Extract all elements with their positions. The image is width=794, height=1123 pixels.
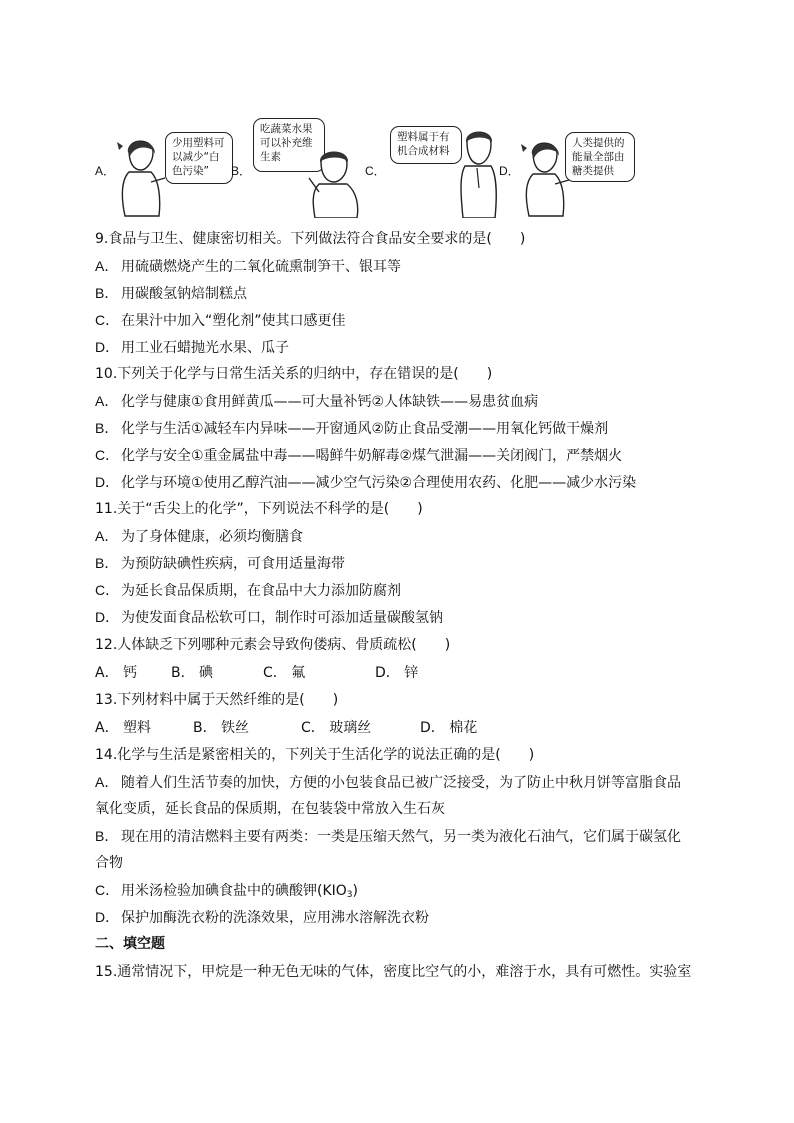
question-9-option-c: C． 在果汁中加入“塑化剂”使其口感更佳	[95, 312, 346, 329]
figure-option-c-letter: C．	[365, 164, 386, 178]
section-title-fill-in: 二、填空题	[95, 936, 165, 952]
question-14-option-b-continued: 合物	[95, 855, 123, 871]
question-10-option-c: C． 化学与安全①重金属盐中毒——喝鲜牛奶解毒②煤气泄漏——关闭阀门，严禁烟火	[95, 447, 623, 464]
question-13-option-d: D． 棉花	[420, 720, 478, 736]
man-figure-icon	[455, 128, 503, 218]
question-9-option-d: D． 用工业石蜡抛光水果、瓜子	[95, 339, 289, 356]
question-11-option-b: B． 为预防缺碘性疾病，可食用适量海带	[95, 555, 345, 572]
question-11-option-c: C． 为延长食品保质期，在食品中大力添加防腐剂	[95, 582, 401, 599]
question-14-stem: 14.化学与生活是紧密相关的，下列关于生活化学的说法正确的是( )	[95, 747, 535, 763]
speech-bubble-c: 塑料属于有 机合成材料	[390, 126, 462, 164]
question-12-option-c: C． 氟	[263, 665, 306, 681]
question-13-stem: 13.下列材料中属于天然纤维的是( )	[95, 692, 339, 708]
question-9-option-a: A． 用硫磺燃烧产生的二氧化硫熏制笋干、银耳等	[95, 258, 401, 275]
question-12-option-a: A． 钙	[95, 665, 138, 681]
boy-figure-icon	[307, 148, 363, 218]
question-12-option-b: B． 碘	[171, 665, 214, 681]
question-10-option-d: D． 化学与环境①使用乙醇汽油——减少空气污染②合理使用农药、化肥——减少水污染	[95, 474, 637, 491]
speech-bubble-b: 吃蔬菜水果 可以补充维 生素	[253, 118, 325, 172]
question-9-option-b: B． 用碳酸氢钠焙制糕点	[95, 285, 247, 302]
question-9-stem: 9.食品与卫生、健康密切相关。下列做法符合食品安全要求的是( )	[95, 231, 526, 247]
question-10-option-b: B． 化学与生活①减轻车内异味——开窗通风②防止食品受潮——用氧化钙做干燥剂	[95, 420, 609, 437]
figure-option-b-letter: B．	[231, 164, 252, 178]
question-14-option-a: A． 随着人们生活节奏的加快，方便的小包装食品已被广泛接受，为了防止中秋月饼等富脂食品	[95, 774, 681, 791]
question-14-option-c: C． 用米汤检验加碘食盐中的碘酸钾$(KIO_3)$	[95, 882, 358, 900]
question-11-option-d: D． 为使发面食品松软可口，制作时可添加适量碳酸氢钠	[95, 609, 443, 626]
girl-figure-icon	[519, 138, 571, 218]
speech-bubble-a: 少用塑料可 以减少“白 色污染”	[165, 132, 233, 184]
question-14-option-a-continued: 氧化变质，延长食品的保质期，在包装袋中常放入生石灰	[95, 801, 445, 817]
girl-figure-icon	[115, 136, 167, 218]
question-11-stem: 11.关于“舌尖上的化学”，下列说法不科学的是( )	[95, 501, 423, 517]
figure-option-d-letter: D．	[499, 164, 520, 178]
question-14-option-d: D． 保护加酶洗衣粉的洗涤效果，应用沸水溶解洗衣粉	[95, 909, 429, 926]
illustration-options-row	[95, 118, 695, 218]
question-14-option-b: B． 现在用的清洁燃料主要有两类：一类是压缩天然气，另一类为液化石油气，它们属于碳氢化	[95, 828, 681, 845]
question-12-option-d: D． 锌	[375, 665, 419, 681]
question-13-option-a: A． 塑料	[95, 720, 152, 736]
speech-bubble-d: 人类提供的 能量全部由 糖类提供	[565, 132, 635, 182]
figure-option-a-letter: A．	[95, 164, 116, 178]
question-10-option-a: A． 化学与健康①食用鲜黄瓜——可大量补钙②人体缺铁——易患贫血病	[95, 393, 539, 410]
question-13-option-b: B． 铁丝	[193, 720, 250, 736]
question-10-stem: 10.下列关于化学与日常生活关系的归纳中，存在错误的是( )	[95, 366, 493, 382]
question-13-option-c: C． 玻璃丝	[301, 720, 372, 736]
question-11-option-a: A． 为了身体健康，必须均衡膳食	[95, 528, 303, 545]
question-15-stem: 15.通常情况下，甲烷是一种无色无味的气体，密度比空气的小，难溶于水，具有可燃性。实验室	[95, 964, 692, 980]
question-12-stem: 12.人体缺乏下列哪种元素会导致佝偻病、骨质疏松( )	[95, 637, 451, 653]
